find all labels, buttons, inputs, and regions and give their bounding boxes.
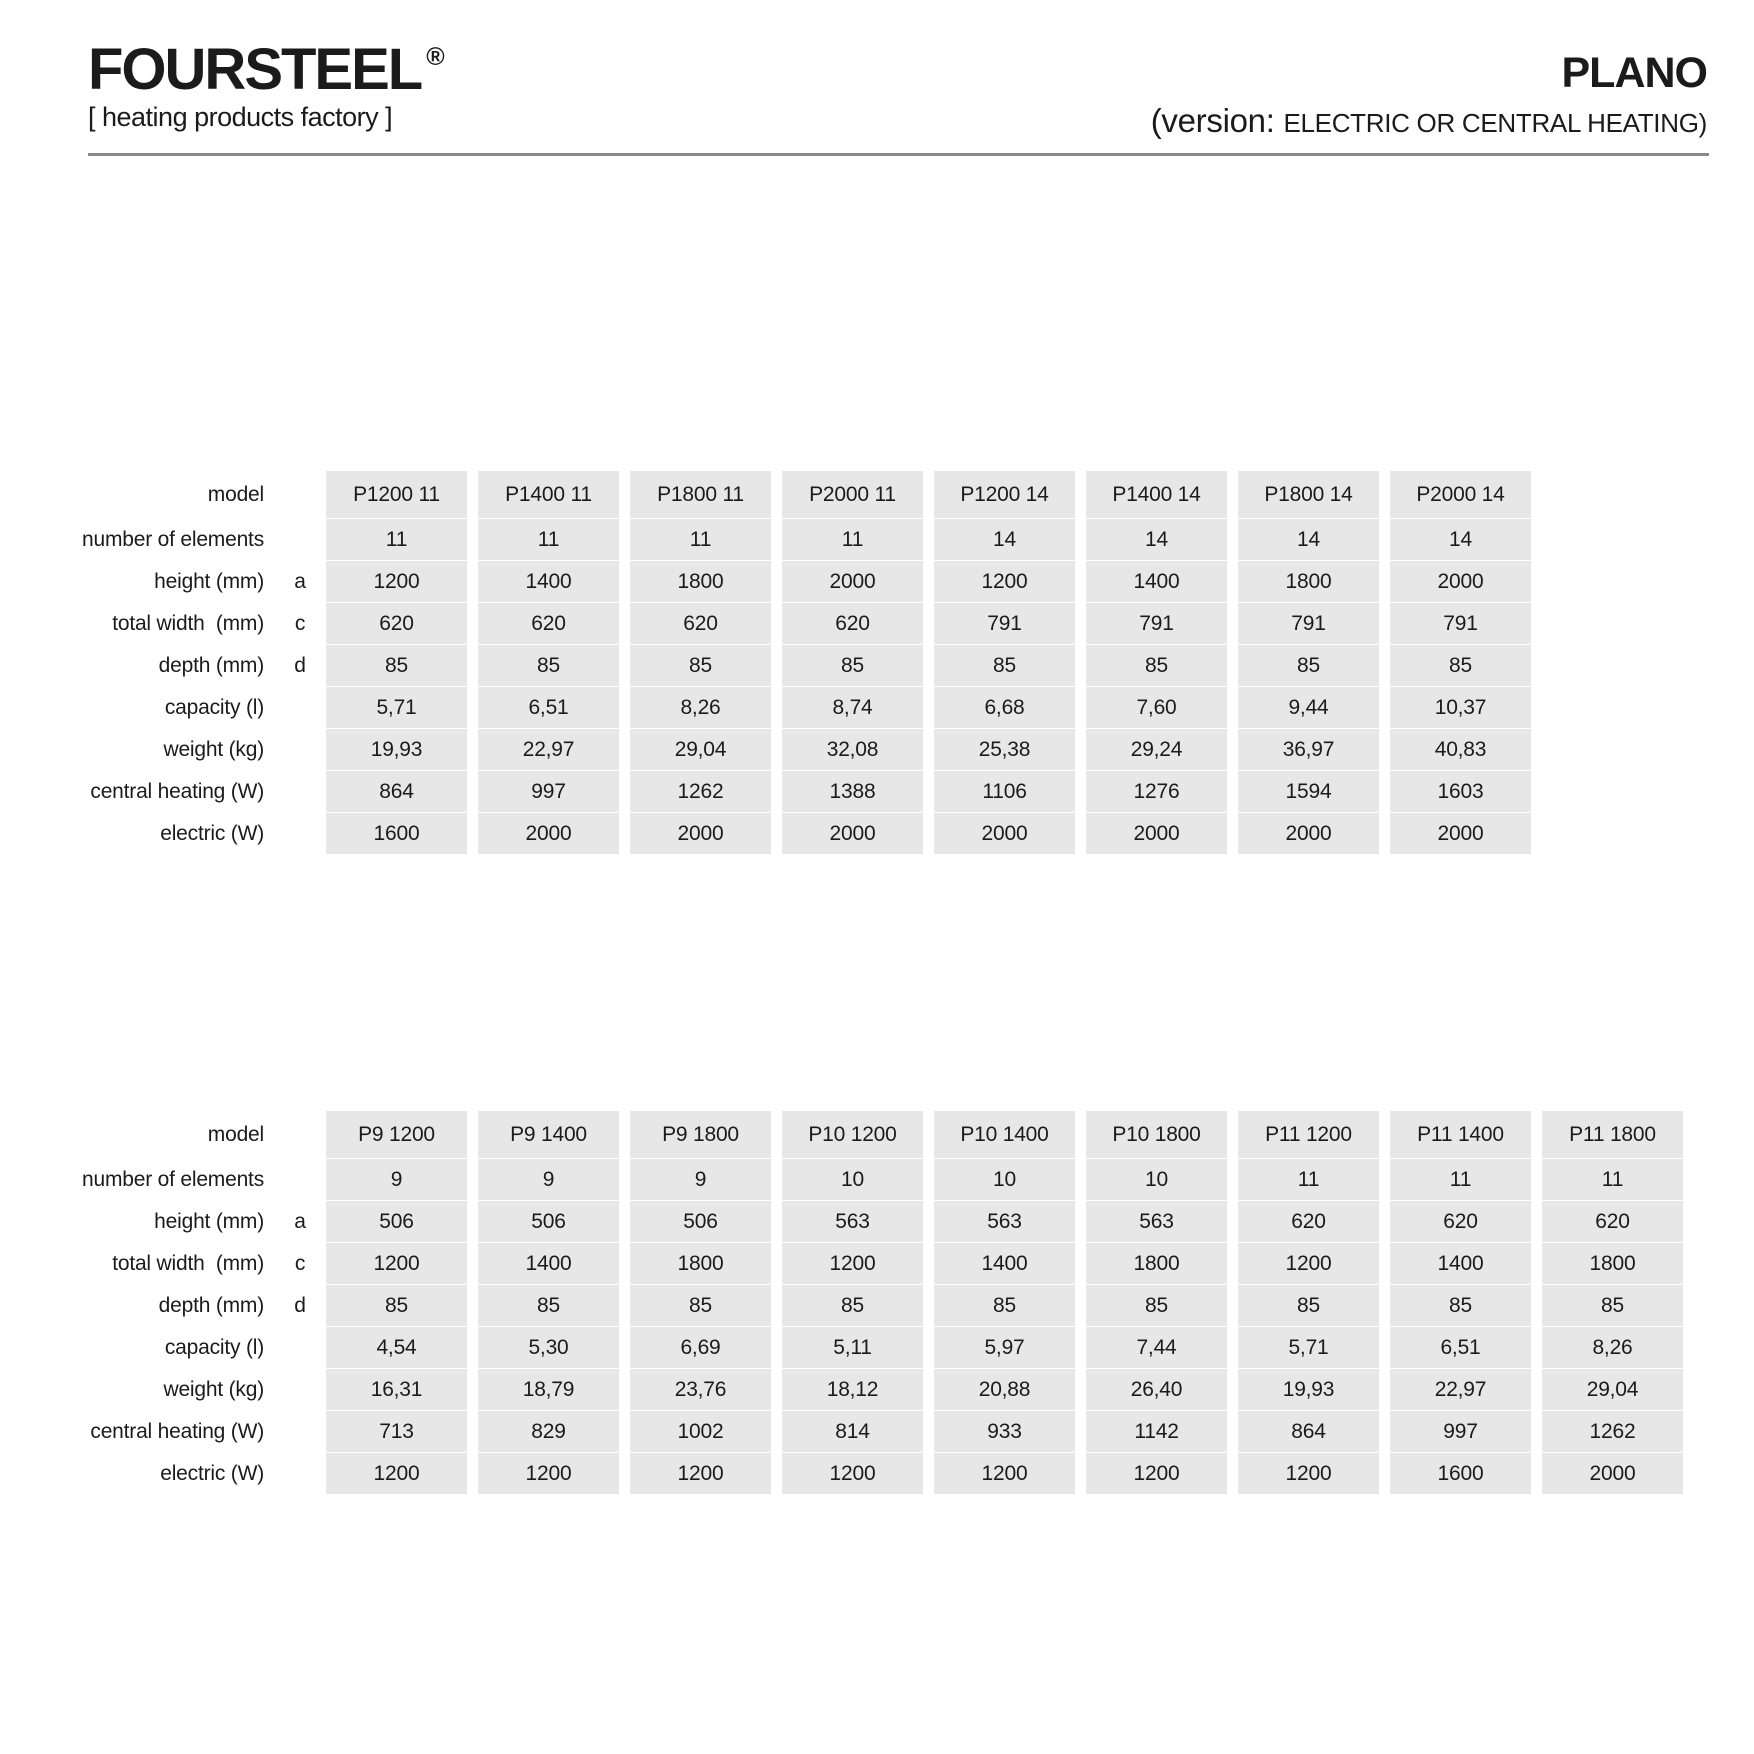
row-label: number of elements xyxy=(82,527,264,551)
value-cell: 85 xyxy=(478,645,619,686)
dimension-letter xyxy=(285,729,315,770)
value-cell: 1200 xyxy=(1238,1243,1379,1284)
value-cell: 9 xyxy=(630,1159,771,1200)
dimension-letter xyxy=(285,1327,315,1368)
spec-row-depth-mm xyxy=(20,1285,1683,1326)
value-cell: 1002 xyxy=(630,1411,771,1452)
row-label: central heating (W) xyxy=(90,1419,264,1443)
dimension-letter xyxy=(285,1453,315,1494)
dimension-letter xyxy=(285,471,315,518)
value-cell: 2000 xyxy=(478,813,619,854)
title-block xyxy=(1150,49,1707,140)
row-label: weight (kg) xyxy=(163,737,264,761)
value-cell: 6,68 xyxy=(934,687,1075,728)
row-label: electric (W) xyxy=(160,1461,264,1485)
value-cell: 2000 xyxy=(1542,1453,1683,1494)
value-cell: 5,97 xyxy=(934,1327,1075,1368)
value-cell: 1200 xyxy=(782,1243,923,1284)
spec-row-total-width-mm xyxy=(20,1243,1683,1284)
value-cell: 2000 xyxy=(782,561,923,602)
row-label: model xyxy=(207,482,264,506)
row-label: total width (mm) xyxy=(112,1251,264,1275)
value-cell: 22,97 xyxy=(1390,1369,1531,1410)
model-header-cell: P1800 14 xyxy=(1238,471,1379,518)
value-cell: 1594 xyxy=(1238,771,1379,812)
value-cell: 506 xyxy=(326,1201,467,1242)
value-cell: 997 xyxy=(1390,1411,1531,1452)
value-cell: 1800 xyxy=(1086,1243,1227,1284)
row-label: total width (mm) xyxy=(112,611,264,635)
value-cell: 2000 xyxy=(782,813,923,854)
dimension-letter: a xyxy=(294,1209,306,1233)
row-label: capacity (l) xyxy=(164,695,264,719)
value-cell: 11 xyxy=(630,519,771,560)
value-cell: 791 xyxy=(1238,603,1379,644)
row-label: capacity (l) xyxy=(164,1335,264,1359)
value-cell: 26,40 xyxy=(1086,1369,1227,1410)
value-cell: 36,97 xyxy=(1238,729,1379,770)
value-cell: 2000 xyxy=(934,813,1075,854)
dimension-letter xyxy=(285,771,315,812)
value-cell: 506 xyxy=(478,1201,619,1242)
value-cell: 1800 xyxy=(1238,561,1379,602)
value-cell: 18,12 xyxy=(782,1369,923,1410)
value-cell: 9 xyxy=(478,1159,619,1200)
value-cell: 19,93 xyxy=(1238,1369,1379,1410)
model-header-cell: P11 1200 xyxy=(1238,1111,1379,1158)
value-cell: 4,54 xyxy=(326,1327,467,1368)
value-cell: 85 xyxy=(630,645,771,686)
value-cell: 7,60 xyxy=(1086,687,1227,728)
value-cell: 85 xyxy=(934,1285,1075,1326)
value-cell: 1603 xyxy=(1390,771,1531,812)
spec-row-weight-kg xyxy=(20,1369,1683,1410)
model-header-cell: P10 1400 xyxy=(934,1111,1075,1158)
row-label: height (mm) xyxy=(154,569,264,593)
value-cell: 864 xyxy=(1238,1411,1379,1452)
value-cell: 20,88 xyxy=(934,1369,1075,1410)
spec-row-weight-kg xyxy=(20,729,1531,770)
value-cell: 10,37 xyxy=(1390,687,1531,728)
value-cell: 40,83 xyxy=(1390,729,1531,770)
value-cell: 85 xyxy=(1390,645,1531,686)
value-cell: 1262 xyxy=(630,771,771,812)
value-cell: 864 xyxy=(326,771,467,812)
model-header-cell: P9 1200 xyxy=(326,1111,467,1158)
dimension-letter: d xyxy=(294,653,306,677)
value-cell: 8,74 xyxy=(782,687,923,728)
value-cell: 1200 xyxy=(1238,1453,1379,1494)
value-cell: 1276 xyxy=(1086,771,1227,812)
model-header-cell: P11 1400 xyxy=(1390,1111,1531,1158)
spec-row-central-heating-w xyxy=(20,771,1531,812)
brand-logo xyxy=(88,37,445,102)
value-cell: 16,31 xyxy=(326,1369,467,1410)
value-cell: 1200 xyxy=(934,561,1075,602)
value-cell: 5,71 xyxy=(1238,1327,1379,1368)
value-cell: 23,76 xyxy=(630,1369,771,1410)
value-cell: 85 xyxy=(326,645,467,686)
dimension-letter xyxy=(285,519,315,560)
spec-row-total-width-mm xyxy=(20,603,1531,644)
value-cell: 85 xyxy=(1086,1285,1227,1326)
value-cell: 1200 xyxy=(326,561,467,602)
value-cell: 85 xyxy=(478,1285,619,1326)
value-cell: 563 xyxy=(1086,1201,1227,1242)
value-cell: 85 xyxy=(1390,1285,1531,1326)
value-cell: 2000 xyxy=(630,813,771,854)
value-cell: 85 xyxy=(326,1285,467,1326)
row-label: weight (kg) xyxy=(163,1377,264,1401)
brand-text: FOURSTEEL xyxy=(88,37,422,102)
value-cell: 563 xyxy=(782,1201,923,1242)
value-cell: 1200 xyxy=(326,1453,467,1494)
version-line xyxy=(1151,102,1707,140)
value-cell: 5,71 xyxy=(326,687,467,728)
value-cell: 14 xyxy=(934,519,1075,560)
value-cell: 14 xyxy=(1390,519,1531,560)
model-header-cell: P9 1800 xyxy=(630,1111,771,1158)
value-cell: 14 xyxy=(1238,519,1379,560)
value-cell: 620 xyxy=(630,603,771,644)
value-cell: 1200 xyxy=(478,1453,619,1494)
value-cell: 11 xyxy=(782,519,923,560)
value-cell: 933 xyxy=(934,1411,1075,1452)
value-cell: 620 xyxy=(478,603,619,644)
row-label: depth (mm) xyxy=(158,653,264,677)
spec-row-central-heating-w xyxy=(20,1411,1683,1452)
value-cell: 791 xyxy=(934,603,1075,644)
value-cell: 1400 xyxy=(934,1243,1075,1284)
value-cell: 1400 xyxy=(1390,1243,1531,1284)
spec-row-height-mm xyxy=(20,561,1531,602)
value-cell: 7,44 xyxy=(1086,1327,1227,1368)
value-cell: 2000 xyxy=(1390,813,1531,854)
value-cell: 11 xyxy=(1390,1159,1531,1200)
spec-table-11-14-elements xyxy=(9,470,1542,855)
value-cell: 6,51 xyxy=(1390,1327,1531,1368)
dimension-letter xyxy=(285,813,315,854)
header-divider xyxy=(88,153,1709,156)
model-header-cell: P9 1400 xyxy=(478,1111,619,1158)
value-cell: 9 xyxy=(326,1159,467,1200)
value-cell: 25,38 xyxy=(934,729,1075,770)
registered-mark-icon: ® xyxy=(426,43,445,71)
spec-row-model xyxy=(20,1111,1683,1158)
value-cell: 1200 xyxy=(630,1453,771,1494)
spec-row-depth-mm xyxy=(20,645,1531,686)
value-cell: 19,93 xyxy=(326,729,467,770)
value-cell: 10 xyxy=(1086,1159,1227,1200)
value-cell: 2000 xyxy=(1390,561,1531,602)
value-cell: 85 xyxy=(1238,1285,1379,1326)
value-cell: 14 xyxy=(1086,519,1227,560)
value-cell: 620 xyxy=(326,603,467,644)
value-cell: 85 xyxy=(630,1285,771,1326)
value-cell: 10 xyxy=(934,1159,1075,1200)
dimension-letter xyxy=(285,1111,315,1158)
value-cell: 620 xyxy=(1238,1201,1379,1242)
value-cell: 1200 xyxy=(934,1453,1075,1494)
value-cell: 2000 xyxy=(1238,813,1379,854)
value-cell: 2000 xyxy=(1086,813,1227,854)
value-cell: 1200 xyxy=(1086,1453,1227,1494)
dimension-letter xyxy=(285,687,315,728)
value-cell: 1400 xyxy=(1086,561,1227,602)
value-cell: 1400 xyxy=(478,561,619,602)
value-cell: 713 xyxy=(326,1411,467,1452)
value-cell: 829 xyxy=(478,1411,619,1452)
spec-row-electric-w xyxy=(20,1453,1683,1494)
dimension-letter: c xyxy=(294,611,306,635)
model-header-cell: P2000 14 xyxy=(1390,471,1531,518)
spec-table-9-10-11-elements xyxy=(9,1110,1694,1495)
value-cell: 791 xyxy=(1390,603,1531,644)
model-header-cell: P1400 11 xyxy=(478,471,619,518)
row-label: model xyxy=(207,1122,264,1146)
value-cell: 1106 xyxy=(934,771,1075,812)
spec-row-model xyxy=(20,471,1531,518)
value-cell: 814 xyxy=(782,1411,923,1452)
value-cell: 18,79 xyxy=(478,1369,619,1410)
version-value: ELECTRIC OR CENTRAL HEATING) xyxy=(1283,108,1707,138)
value-cell: 85 xyxy=(1542,1285,1683,1326)
row-label: height (mm) xyxy=(154,1209,264,1233)
version-prefix: (version: xyxy=(1150,102,1284,139)
value-cell: 85 xyxy=(782,645,923,686)
value-cell: 506 xyxy=(630,1201,771,1242)
value-cell: 85 xyxy=(934,645,1075,686)
value-cell: 10 xyxy=(782,1159,923,1200)
value-cell: 8,26 xyxy=(1542,1327,1683,1368)
dimension-letter xyxy=(285,1411,315,1452)
value-cell: 9,44 xyxy=(1238,687,1379,728)
brand-tagline: [ heating products factory ] xyxy=(88,101,393,132)
value-cell: 1400 xyxy=(478,1243,619,1284)
value-cell: 1142 xyxy=(1086,1411,1227,1452)
value-cell: 29,24 xyxy=(1086,729,1227,770)
brand-block xyxy=(88,37,445,133)
spec-row-capacity-l xyxy=(20,687,1531,728)
value-cell: 1600 xyxy=(1390,1453,1531,1494)
value-cell: 5,30 xyxy=(478,1327,619,1368)
value-cell: 32,08 xyxy=(782,729,923,770)
value-cell: 11 xyxy=(478,519,619,560)
model-header-cell: P1200 11 xyxy=(326,471,467,518)
value-cell: 620 xyxy=(1390,1201,1531,1242)
value-cell: 6,51 xyxy=(478,687,619,728)
model-header-cell: P1400 14 xyxy=(1086,471,1227,518)
value-cell: 85 xyxy=(1086,645,1227,686)
value-cell: 1200 xyxy=(782,1453,923,1494)
spec-row-capacity-l xyxy=(20,1327,1683,1368)
value-cell: 620 xyxy=(782,603,923,644)
dimension-letter: a xyxy=(294,569,306,593)
spec-row-number-of-elements xyxy=(20,1159,1683,1200)
value-cell: 11 xyxy=(326,519,467,560)
dimension-letter: d xyxy=(294,1293,306,1317)
row-label: electric (W) xyxy=(160,821,264,845)
value-cell: 1200 xyxy=(326,1243,467,1284)
spec-row-number-of-elements xyxy=(20,519,1531,560)
value-cell: 8,26 xyxy=(630,687,771,728)
spec-row-height-mm xyxy=(20,1201,1683,1242)
product-title: PLANO xyxy=(1561,49,1707,97)
value-cell: 1800 xyxy=(630,561,771,602)
value-cell: 1800 xyxy=(1542,1243,1683,1284)
model-header-cell: P11 1800 xyxy=(1542,1111,1683,1158)
model-header-cell: P2000 11 xyxy=(782,471,923,518)
value-cell: 29,04 xyxy=(630,729,771,770)
dimension-letter xyxy=(285,1369,315,1410)
row-label: depth (mm) xyxy=(158,1293,264,1317)
value-cell: 85 xyxy=(782,1285,923,1326)
value-cell: 1600 xyxy=(326,813,467,854)
value-cell: 997 xyxy=(478,771,619,812)
row-label: central heating (W) xyxy=(90,779,264,803)
value-cell: 620 xyxy=(1542,1201,1683,1242)
model-header-cell: P1800 11 xyxy=(630,471,771,518)
value-cell: 6,69 xyxy=(630,1327,771,1368)
row-label: number of elements xyxy=(82,1167,264,1191)
model-header-cell: P10 1800 xyxy=(1086,1111,1227,1158)
dimension-letter: c xyxy=(294,1251,306,1275)
value-cell: 11 xyxy=(1238,1159,1379,1200)
model-header-cell: P1200 14 xyxy=(934,471,1075,518)
value-cell: 1800 xyxy=(630,1243,771,1284)
spec-row-electric-w xyxy=(20,813,1531,854)
value-cell: 1388 xyxy=(782,771,923,812)
value-cell: 29,04 xyxy=(1542,1369,1683,1410)
value-cell: 11 xyxy=(1542,1159,1683,1200)
model-header-cell: P10 1200 xyxy=(782,1111,923,1158)
value-cell: 85 xyxy=(1238,645,1379,686)
dimension-letter xyxy=(285,1159,315,1200)
value-cell: 563 xyxy=(934,1201,1075,1242)
value-cell: 791 xyxy=(1086,603,1227,644)
value-cell: 5,11 xyxy=(782,1327,923,1368)
value-cell: 22,97 xyxy=(478,729,619,770)
value-cell: 1262 xyxy=(1542,1411,1683,1452)
